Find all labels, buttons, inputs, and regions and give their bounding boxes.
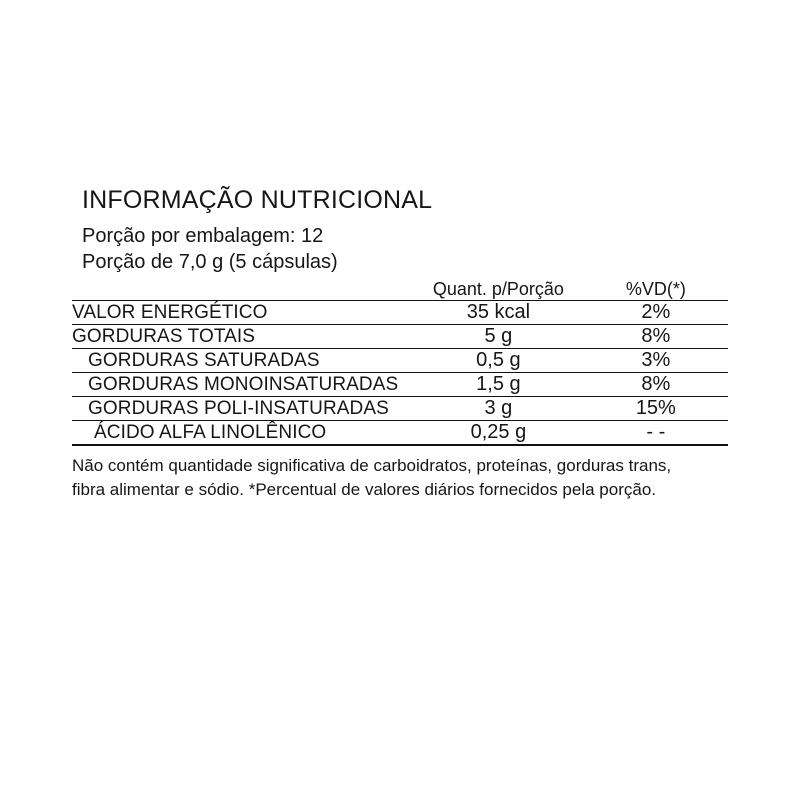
table-bottom-divider [72,444,728,446]
row-daily-value: 15% [584,397,728,421]
row-nutrient-name: GORDURAS SATURADAS [72,349,413,373]
column-header-nutrient [72,279,413,301]
serving-info [82,223,728,275]
row-nutrient-name: GORDURAS TOTAIS [72,325,413,349]
column-header-amount: Quant. p/Porção [432,279,564,299]
row-amount: 0,25 g [413,421,584,445]
table-row [72,421,728,445]
table-row [72,325,728,349]
nutrition-facts-panel [72,186,728,502]
page-title: INFORMAÇÃO NUTRICIONAL [82,186,433,214]
row-daily-value: - - [584,421,728,445]
table-row [72,373,728,397]
row-daily-value: 2% [584,301,728,325]
row-nutrient-name: GORDURAS POLI-INSATURADAS [72,397,413,421]
table-row [72,397,728,421]
table-header-row [72,279,728,301]
row-daily-value: 8% [584,325,728,349]
servings-per-package: Porção por embalagem: 12 [82,225,324,247]
nutrition-table [72,279,728,444]
footnote [72,454,732,502]
row-amount: 1,5 g [413,373,584,397]
footnote-line-2: fibra alimentar e sódio. *Percentual de valores diários fornecidos pela porção. [72,480,656,499]
row-amount: 3 g [413,397,584,421]
table-body [72,301,728,445]
table-row [72,349,728,373]
column-header-daily-value: %VD(*) [625,279,686,299]
table-row [72,301,728,325]
footnote-line-1: Não contém quantidade significativa de carboidratos, proteínas, gorduras trans, [72,456,672,475]
row-daily-value: 8% [584,373,728,397]
row-nutrient-name: VALOR ENERGÉTICO [72,301,413,325]
serving-size: Porção de 7,0 g (5 cápsulas) [82,251,338,273]
row-amount: 0,5 g [413,349,584,373]
row-nutrient-name: ÁCIDO ALFA LINOLÊNICO [72,421,413,445]
row-nutrient-name: GORDURAS MONOINSATURADAS [72,373,413,397]
row-amount: 5 g [413,325,584,349]
row-daily-value: 3% [584,349,728,373]
row-amount: 35 kcal [413,301,584,325]
